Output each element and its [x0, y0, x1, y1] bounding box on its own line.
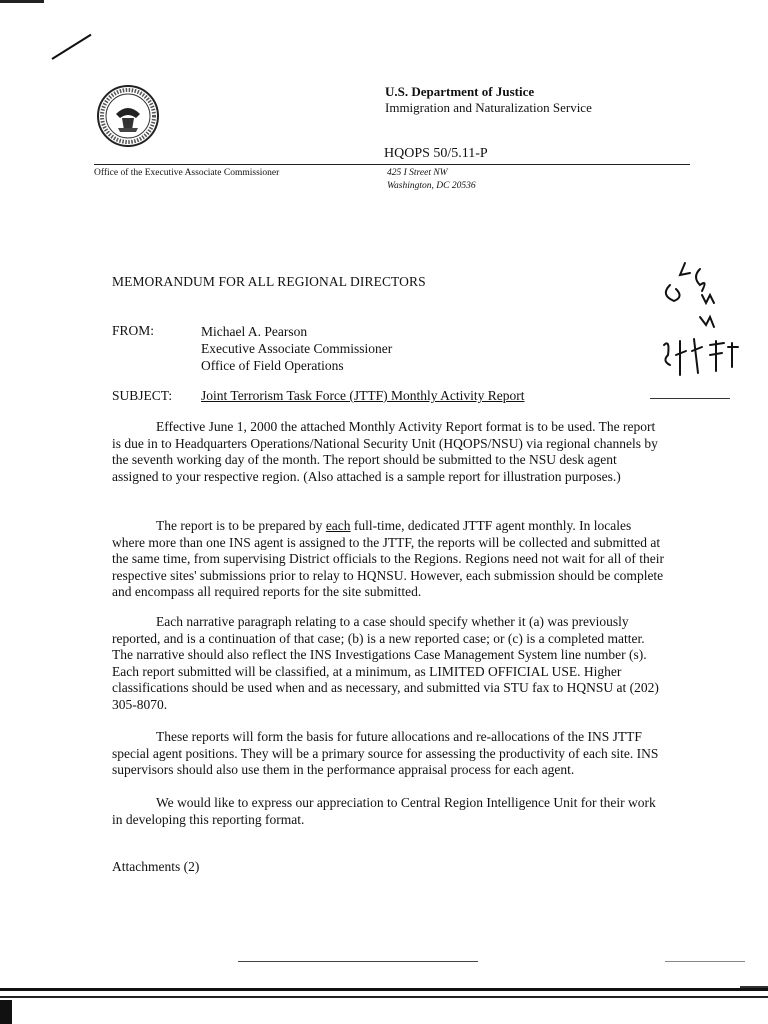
attachments-note: Attachments (2) — [112, 859, 200, 874]
paragraph-2-rest: full-time, dedicated JTTF agent monthly. In locales where more than one INS agent is assigned to the JTTF, the reports will be collected and submitted at the same time, from supervising District officials to the Regions. Regions need not wait for all of their respective sites' submissions prior to relay to HQNSU. However, each submission should be complete and encompass all required reports for the site submitted. — [112, 518, 665, 599]
address-street: 425 I Street NW — [387, 168, 448, 178]
paragraph-5: We would like to express our appreciation to Central Region Intelligence Unit for their work in developing this reporting format. — [112, 795, 656, 827]
footer-rule-right — [665, 961, 745, 962]
doj-seal-icon — [96, 84, 160, 148]
subject-text: Joint Terrorism Task Force (JTTF) Monthly Activity Report — [201, 388, 525, 403]
paragraph-2-start: The report is to be prepared by — [156, 518, 326, 533]
address-city: Washington, DC 20536 — [387, 181, 476, 191]
memo-title: MEMORANDUM FOR ALL REGIONAL DIRECTORS — [112, 274, 426, 289]
handwritten-notes-icon — [640, 255, 750, 405]
from-label: FROM: — [112, 323, 155, 338]
reference-number: HQOPS 50/5.11-P — [384, 146, 488, 161]
handwritten-slash-mark — [51, 34, 91, 60]
subject-label: SUBJECT: — [112, 388, 173, 403]
agency-header — [385, 84, 592, 116]
office-name: Office of the Executive Associate Commissioner — [94, 168, 280, 178]
office-address — [387, 167, 476, 193]
department-name: U.S. Department of Justice — [385, 84, 535, 99]
paragraph-2 — [112, 518, 664, 601]
agency-name: Immigration and Naturalization Service — [385, 100, 592, 115]
from-name: Michael A. Pearson — [201, 324, 308, 339]
from-title: Executive Associate Commissioner — [201, 341, 393, 356]
paragraph-3: Each narrative paragraph relating to a case should specify whether it (a) was previously reported, and is a continuation of that case; (b) is a new reported case; or (c) is a completed matter. The narrative should also reflect the INS Investigations Case Management System line number (s). Each report submitted will be classified, at a minimum, as LIMITED OFFICIAL USE. Higher classifications should be used when and as necessary, and submitted via STU fax to HQNSU at (202) 305-8070. — [112, 614, 659, 712]
footer-rule — [238, 961, 478, 962]
paragraph-1: Effective June 1, 2000 the attached Monthly Activity Report format is to be used. The report is due in to Headquarters Operations/National Security Unit (HQOPS/NSU) via regional channels by the seventh working day of the month. The report should be submitted to the NSU desk agent assigned to your respective region. (Also attached is a sample report for illustration purposes.) — [112, 419, 658, 484]
from-block — [201, 323, 392, 374]
scan-edge-bottom — [0, 982, 768, 1024]
paragraph-4: These reports will form the basis for future allocations and re-allocations of the INS JTTF special agent positions. They will be a primary source for assessing the productivity of each site. INS supervisors should also use them in the performance appraisal process for each agent. — [112, 729, 659, 777]
handwritten-underline — [650, 398, 730, 399]
header-divider — [94, 164, 690, 165]
paragraph-2-emphasis: each — [325, 518, 351, 533]
from-office: Office of Field Operations — [201, 358, 344, 373]
scan-edge-top — [0, 0, 44, 3]
